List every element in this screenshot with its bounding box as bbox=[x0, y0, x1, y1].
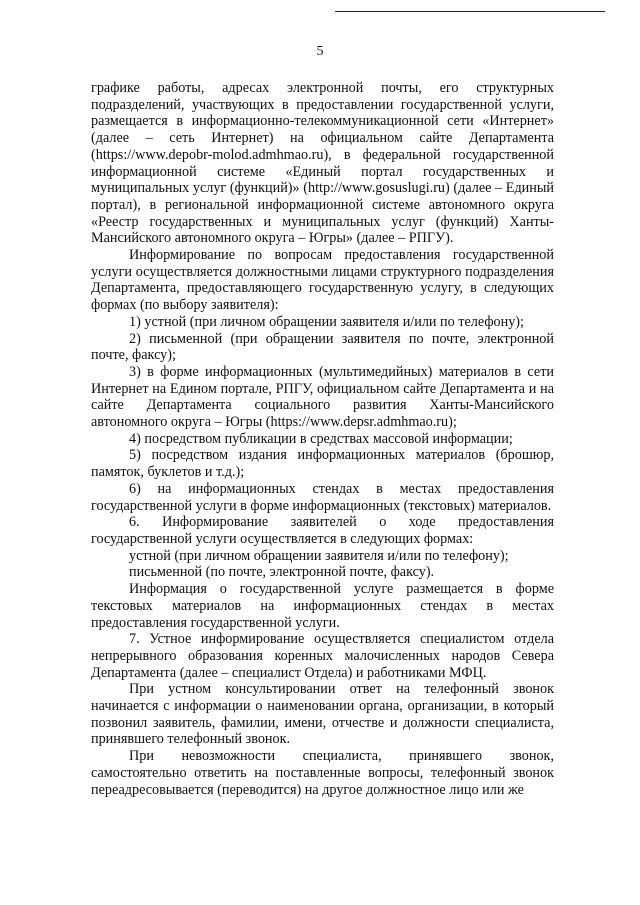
paragraph-written-form: письменной (по почте, электронной почте, факсу). bbox=[129, 564, 435, 581]
paragraph-info-placement: Информация о государственной услуге размещается в форме текстовых материалов на информационных стендах в местах предоставления государственной услуги. bbox=[91, 581, 554, 631]
list-item-multimedia: 3) в форме информационных (мультимедийных) материалов в сети Интернет на Едином портале, РПГУ, официальном сайте Департамента и на сайте Департамента социального развития Ханты-Мансийского автономного округа – Югры (https://www.depsr.admhmao.ru); bbox=[91, 363, 554, 431]
list-item-written: 2) письменной (при обращении заявителя по почте, электронной почте, факсу); bbox=[91, 330, 554, 364]
list-item-media: 4) посредством публикации в средствах массовой информации; bbox=[129, 430, 513, 447]
header-rule bbox=[335, 11, 605, 12]
paragraph-informing-forms: Информирование по вопросам предоставления государственной услуги осуществляется должностными лицами структурного подразделения Департамента, предоставляющего государственную услугу, в следующих формах (по выбору заявителя): bbox=[91, 247, 554, 314]
paragraph-consulting: При устном консультировании ответ на телефонный звонок начинается с информации о наименовании органа, организации, в который позвонил заявитель, фамилии, имени, отчестве и должности специалиста, принявшего телефонный звонок. bbox=[91, 681, 554, 748]
paragraph-redirect: При невозможности специалиста, принявшего звонок, самостоятельно ответить на поставленные вопросы, телефонный звонок переадресовывается (переводится) на другое должностное лицо или же bbox=[91, 748, 554, 798]
paragraph-continuation: графике работы, адресах электронной почты, его структурных подразделений, участвующих в предоставлении государственной услуги, размещается в информационно-телекоммуникационной сети «Интернет» (далее – сеть Интернет) на официальном сайте Департамента (https://www.depobr-molod.admhmao.ru), в федеральной государственной информационной системе «Единый портал государственных и муниципальных услуг (функций)» (http://www.gosuslugi.ru) (далее – Единый портал), в региональной информационной системе автономного округа «Реестр государственных и муниципальных услуг (функций) Ханты-Мансийского автономного округа – Югры» (далее – РПГУ). bbox=[91, 80, 554, 247]
list-item-stands: 6) на информационных стендах в местах предоставления государственной услуги в форме информационных (текстовых) материалов. bbox=[91, 480, 554, 514]
paragraph-section-7: 7. Устное информирование осуществляется специалистом отдела непрерывного образования коренных малочисленных народов Севера Департамента (далее – специалист Отдела) и работниками МФЦ. bbox=[91, 631, 554, 681]
paragraph-section-6: 6. Информирование заявителей о ходе предоставления государственной услуги осуществляется в следующих формах: bbox=[91, 514, 554, 547]
paragraph-oral-form: устной (при личном обращении заявителя и/или по телефону); bbox=[129, 547, 509, 564]
list-item-publications: 5) посредством издания информационных материалов (брошюр, памяток, буклетов и т.д.); bbox=[91, 447, 554, 481]
list-item-oral: 1) устной (при личном обращении заявителя и/или по телефону); bbox=[129, 313, 524, 330]
page-number: 5 bbox=[316, 44, 324, 59]
document-body bbox=[91, 80, 554, 798]
